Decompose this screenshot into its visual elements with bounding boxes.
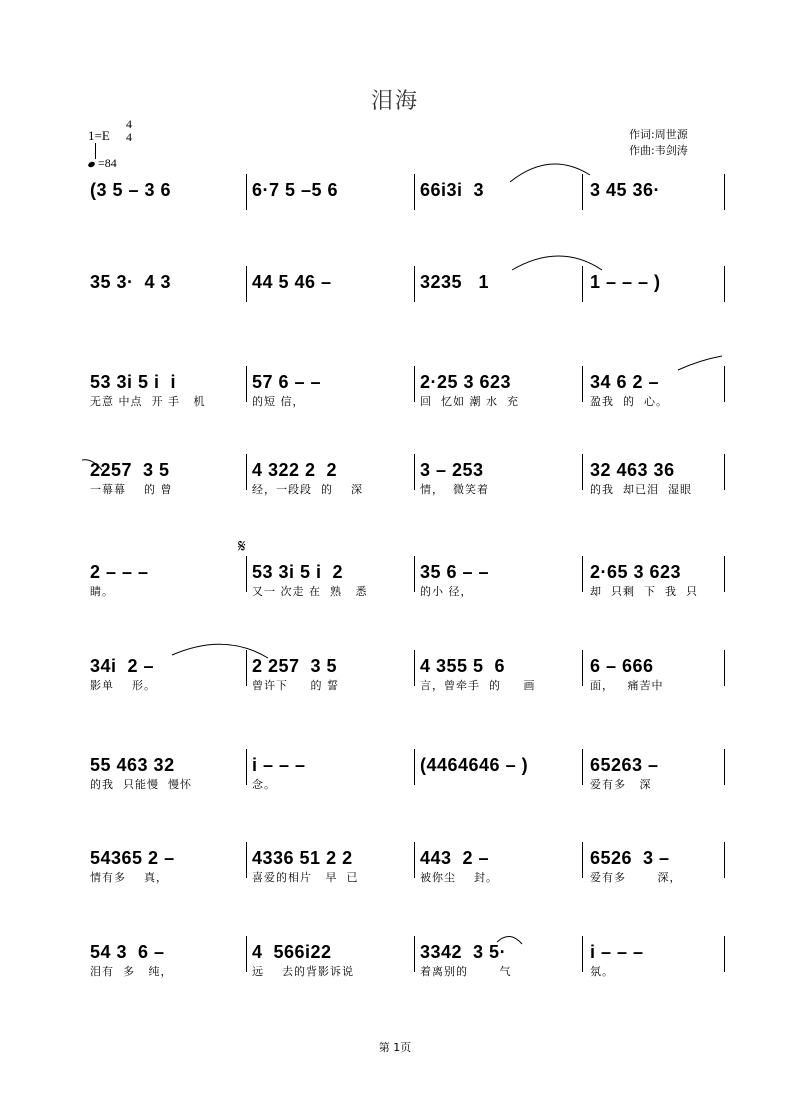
- bar-line: [414, 749, 415, 785]
- bar-line: [414, 842, 415, 878]
- bar-line: [582, 556, 583, 592]
- measure-lyrics: 盈我 的 心。: [590, 395, 668, 408]
- credits: [629, 127, 688, 159]
- measure-lyrics: 的我 却已泪 湿眼: [590, 483, 692, 496]
- page-footer: 第 1页: [378, 1041, 412, 1054]
- measure-lyrics: 的短 信，: [252, 395, 305, 408]
- measure-notes: 2·25 3 623: [420, 372, 512, 392]
- measure-notes: 2257 3 5: [90, 460, 170, 480]
- bar-line: [724, 174, 725, 210]
- bar-line: [582, 366, 583, 402]
- bar-line: [414, 650, 415, 686]
- segno-icon: 𝄋: [238, 536, 246, 557]
- bar-line: [582, 454, 583, 490]
- measure-notes: 6·7 5 –5 6: [252, 180, 339, 200]
- measure-lyrics: 睛。: [90, 585, 114, 598]
- measure-lyrics: 情， 微笑着: [420, 483, 489, 496]
- measure-notes: 4 566i22: [252, 942, 332, 962]
- measure-notes: 65263 –: [590, 755, 659, 775]
- quarter-note-icon: [87, 161, 95, 168]
- measure-notes: 3 – 253: [420, 460, 484, 480]
- measure-notes: 34i 2 –: [90, 656, 155, 676]
- bar-line: [246, 842, 247, 878]
- time-signature-top: 4: [126, 117, 132, 131]
- bar-line: [724, 454, 725, 490]
- bar-line: [246, 266, 247, 302]
- measure-lyrics: 无意 中点 开 手 机: [90, 395, 206, 408]
- slur: [510, 164, 590, 182]
- tempo-marking: [88, 156, 117, 171]
- bar-line: [724, 749, 725, 785]
- time-signature: [124, 118, 134, 144]
- bar-line: [414, 174, 415, 210]
- bar-line: [724, 556, 725, 592]
- measure-notes: 4 355 5 6: [420, 656, 506, 676]
- bar-line: [724, 842, 725, 878]
- bar-line: [246, 366, 247, 402]
- measure-lyrics: 回 忆如 潮 水 充: [420, 395, 519, 408]
- measure-notes: 35 6 – –: [420, 562, 490, 582]
- measure-notes: 53 3i 5 i 2: [252, 562, 344, 582]
- bar-line: [246, 174, 247, 210]
- measure-notes: 3342 3 5·: [420, 942, 507, 962]
- measure-lyrics: 氛。: [590, 965, 614, 978]
- measure-lyrics: 被你尘 封。: [420, 871, 498, 884]
- measure-notes: (3 5 – 3 6: [90, 180, 172, 200]
- measure-lyrics: 面， 痛苦中: [590, 679, 664, 692]
- measure-notes: 4336 51 2 2: [252, 848, 353, 868]
- measure-notes: 2 – – –: [90, 562, 149, 582]
- bar-line: [414, 454, 415, 490]
- measure-lyrics: 远 去的背影诉说: [252, 965, 354, 978]
- measure-lyrics: 一幕幕 的 曾: [90, 483, 173, 496]
- bar-line: [582, 936, 583, 972]
- composer: 作曲:韦剑涛: [629, 144, 688, 157]
- bar-line: [724, 266, 725, 302]
- bar-line: [582, 749, 583, 785]
- bar-line: [246, 650, 247, 686]
- measure-notes: 34 6 2 –: [590, 372, 660, 392]
- measure-lyrics: 爱有多 深，: [590, 871, 682, 884]
- measure-notes: 32 463 36: [590, 460, 675, 480]
- measure-lyrics: 爱有多 深: [590, 778, 652, 791]
- key-signature: 1=E: [88, 128, 110, 143]
- lyricist: 作词:周世源: [629, 128, 688, 141]
- measure-notes: 54365 2 –: [90, 848, 175, 868]
- bar-line: [582, 650, 583, 686]
- measure-lyrics: 言，曾牵手 的 画: [420, 679, 536, 692]
- measure-notes: 3 45 36·: [590, 180, 661, 200]
- measure-notes: 4 322 2 2: [252, 460, 338, 480]
- bar-line: [246, 936, 247, 972]
- measure-lyrics: 情有多 真，: [90, 871, 168, 884]
- measure-notes: 6526 3 –: [590, 848, 670, 868]
- measure-lyrics: 的我 只能慢 慢怀: [90, 778, 192, 791]
- measure-lyrics: 曾许下 的 誓: [252, 679, 339, 692]
- bar-line: [414, 556, 415, 592]
- measure-lyrics: 泪有 多 纯，: [90, 965, 173, 978]
- measure-lyrics: 影单 形。: [90, 679, 156, 692]
- measure-notes: (4464646 – ): [420, 755, 529, 775]
- measure-lyrics: 经，一段段 的 深: [252, 483, 363, 496]
- song-title: 泪海: [370, 89, 419, 114]
- bar-line: [724, 936, 725, 972]
- measure-notes: 2·65 3 623: [590, 562, 682, 582]
- measure-notes: 66i3i 3: [420, 180, 485, 200]
- bar-line: [582, 266, 583, 302]
- measure-notes: 1 – – – ): [590, 272, 661, 292]
- measure-notes: 57 6 – –: [252, 372, 322, 392]
- bar-line: [246, 454, 247, 490]
- bar-line: [724, 366, 725, 402]
- measure-lyrics: 又一 次走 在 熟 悉: [252, 585, 368, 598]
- measure-notes: 3235 1: [420, 272, 490, 292]
- measure-lyrics: 念。: [252, 778, 276, 791]
- slur: [512, 256, 602, 270]
- measure-lyrics: 的小 径，: [420, 585, 473, 598]
- measure-notes: 443 2 –: [420, 848, 490, 868]
- measure-notes: 44 5 46 –: [252, 272, 332, 292]
- measure-lyrics: 喜爱的相片 早 已: [252, 871, 359, 884]
- bar-line: [246, 556, 247, 592]
- bar-line: [246, 749, 247, 785]
- measure-notes: 6 – 666: [590, 656, 654, 676]
- bar-line: [414, 366, 415, 402]
- bar-line: [582, 842, 583, 878]
- measure-notes: i – – –: [252, 755, 306, 775]
- bar-line: [582, 174, 583, 210]
- measure-notes: 35 3· 4 3: [90, 272, 172, 292]
- measure-notes: 53 3i 5 i i: [90, 372, 177, 392]
- bar-line: [724, 650, 725, 686]
- bar-line: [414, 266, 415, 302]
- tempo-value: =84: [98, 156, 117, 170]
- measure-lyrics: 却 只剩 下 我 只: [590, 585, 698, 598]
- measure-notes: 2 257 3 5: [252, 656, 338, 676]
- slur: [678, 356, 722, 370]
- time-signature-bottom: 4: [126, 130, 132, 144]
- measure-notes: i – – –: [590, 942, 644, 962]
- measure-notes: 55 463 32: [90, 755, 175, 775]
- measure-notes: 54 3 6 –: [90, 942, 165, 962]
- bar-line: [414, 936, 415, 972]
- measure-lyrics: 着离别的 气: [420, 965, 512, 978]
